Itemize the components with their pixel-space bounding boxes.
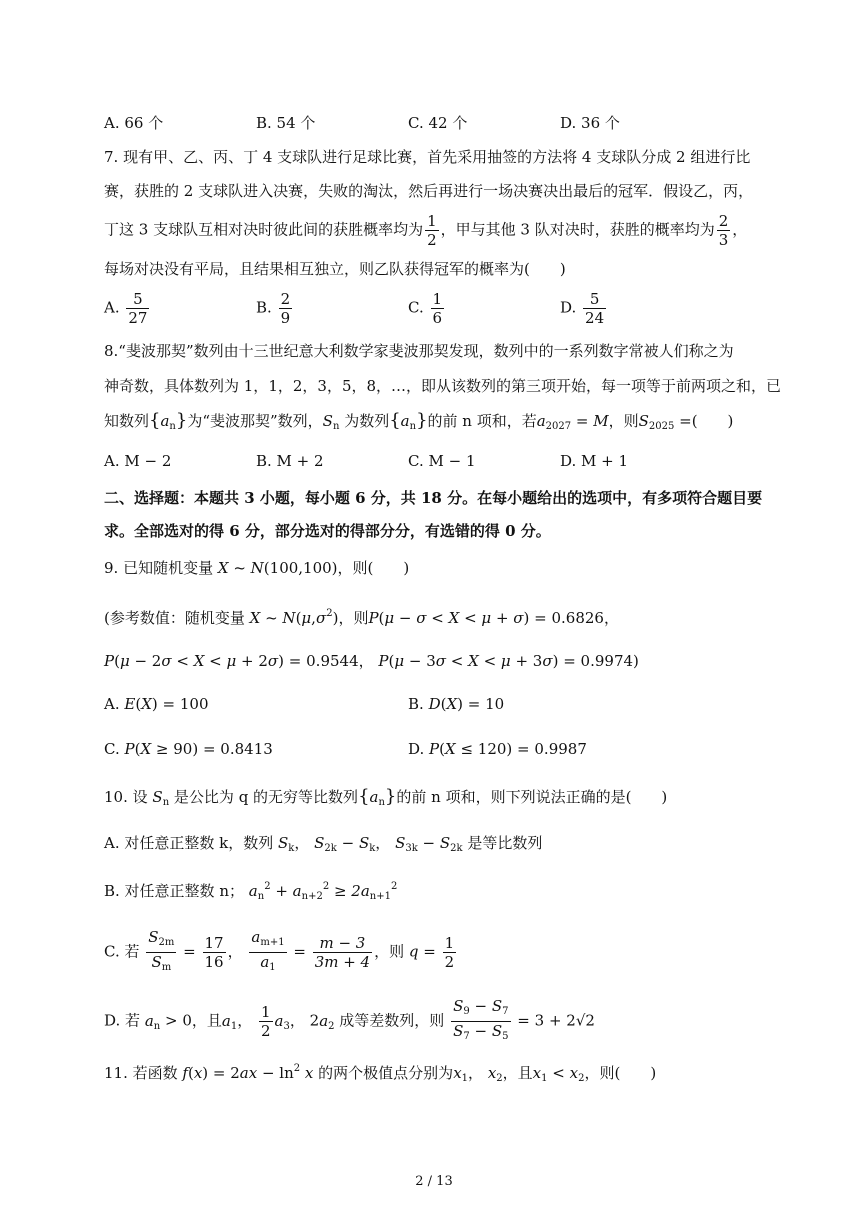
q8-line-1: 8.“斐波那契”数列由十三世纪意大利数学家斐波那契发现，数列中的一系列数字常被人们称之为 [104,342,734,360]
q9-stem: 9. 已知随机变量 X ~ N(100,100)，则( ) [104,559,410,577]
q10-option-c: C. 若 $\frac{S_{2m}}{S_m}$ = $\frac{17}{16}$ ， $\frac{a_{m+1}}{a_1}$ = $\frac{m - 3}{3m + 4}$ ，则 q = $\frac{1}{2}$ [104,928,455,973]
q10-option-b: B. 对任意正整数 n； $a_n^2 + a_{n+2}^2 \ge 2a_{n+1}^2$ [104,881,398,902]
fraction-two-thirds: $\frac{2}{3}$ [718,212,729,249]
q8-line-2: 神奇数，具体数列为 1，1，2，3，5，8，…，即从该数列的第三项开始，每一项等于前两项之和，已 [104,377,782,395]
q7-line-3: 丁这 3 支球队互相对决时彼此间的获胜概率均为 $\frac{1}{2}$ ，甲与其他 3 队对决时，获胜的概率均为 $\frac{2}{3}$ ， [104,212,748,249]
q11-stem: 11. 若函数 $f(x) = 2ax - \ln^2 x$ 的两个极值点分别为$x_1$， $x_2$，且$x_1 < x_2$，则( ) [104,1063,657,1084]
q8-option-a: A. M − 2 [104,452,172,470]
q10-option-a: A. 对任意正整数 k，数列 $S_k$， $S_{2k} - S_k$， $S_{3k} - S_{2k}$ 是等比数列 [104,834,543,854]
section-2-line-2: 求。全部选对的得 6 分，部分选对的得部分分，有选错的得 0 分。 [104,522,551,540]
q10-stem: 10. 设 $S_n$ 是公比为 q 的无穷等比数列$\{a_n\}$的前 n 项和，则下列说法正确的是( ) [104,786,668,808]
q8-option-c: C. M − 1 [408,452,476,470]
q6-option-c: C. 42 个 [408,114,468,132]
q7-line-2: 赛，获胜的 2 支球队进入决赛，失败的淘汰，然后再进行一场决赛决出最后的冠军．假设乙，丙， [104,182,754,200]
q8-line-3: 知数列$\{a_n\}$为“斐波那契”数列，$S_n$ 为数列$\{a_n\}$的前 n 项和，若$a_{2027} = M$，则$S_{2025}$ =( ) [104,410,734,432]
fraction-one-half: $\frac{1}{2}$ [427,212,437,249]
q6-option-d: D. 36 个 [560,114,620,132]
q7-option-d: D. $\frac{5}{24}$ [560,290,605,327]
section-2-line-1: 二、选择题：本题共 3 小题，每小题 6 分，共 18 分。在每小题给出的选项中，有多项符合题目要 [104,489,763,507]
page-number: 2 / 13 [415,1174,453,1189]
q7-option-b: B. $\frac{2}{9}$ [256,290,291,327]
q8-option-d: D. M + 1 [560,452,629,470]
q10-option-d: D. 若 $a_n > 0$，且$a_1$， $\frac{1}{2}$ $a_3$， $2a_2$ 成等差数列，则 $\frac{S_9 - S_7}{S_7 - S_5}$ = 3 + 2√2 [104,997,595,1042]
q9-option-a: A. E(X) = 100 [104,695,209,713]
q7-option-c: C. $\frac{1}{6}$ [408,290,443,327]
q9-option-d: D. P(X ≤ 120) = 0.9987 [408,740,587,758]
q7-line-1: 7. 现有甲、乙、丙、丁 4 支球队进行足球比赛，首先采用抽签的方法将 4 支球队分成 2 组进行比 [104,148,751,166]
q9-reference-2: P(μ − 2σ < X < μ + 2σ) = 0.9544， P(μ − 3σ < X < μ + 3σ) = 0.9974) [104,652,639,670]
q7-line-4: 每场对决没有平局，且结果相互独立，则乙队获得冠军的概率为( ) [104,260,566,278]
q9-option-c: C. P(X ≥ 90) = 0.8413 [104,740,273,758]
q6-option-b: B. 54 个 [256,114,316,132]
q8-option-b: B. M + 2 [256,452,324,470]
q9-option-b: B. D(X) = 10 [408,695,505,713]
q6-option-a: A. 66 个 [104,114,164,132]
q7-option-a: A. $\frac{5}{27}$ [104,290,148,327]
q9-reference-1: (参考数值：随机变量 X ~ $N(\mu,\sigma^2)$，则P(μ − σ < X < μ + σ) = 0.6826， [104,608,619,627]
